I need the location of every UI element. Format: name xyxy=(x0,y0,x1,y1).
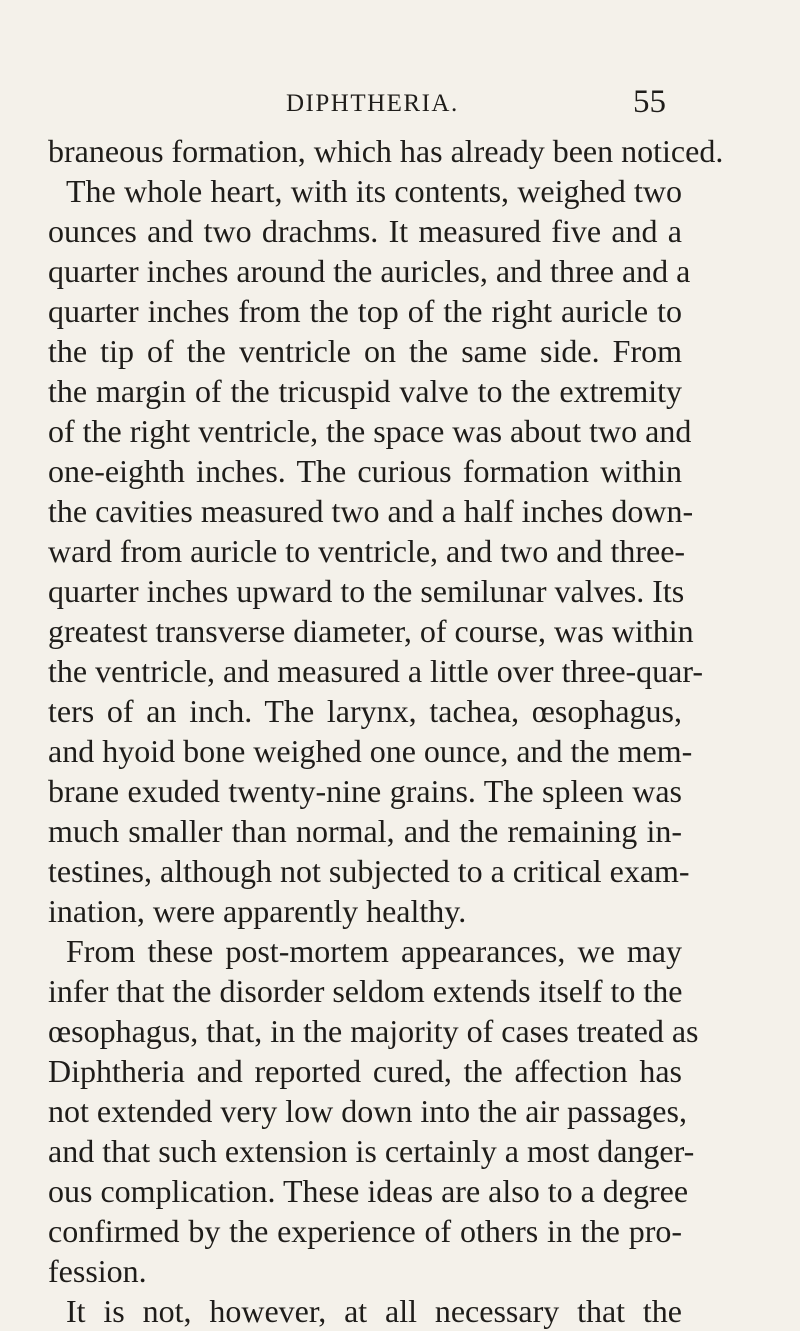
text-line: of the right ventricle, the space was about two and xyxy=(48,413,692,449)
text-line: greatest transverse diameter, of course, was within xyxy=(48,613,694,649)
text-line: brane exuded twenty-nine grains. The spleen was xyxy=(48,773,682,809)
text-line: the cavities measured two and a half inches down- xyxy=(48,493,694,529)
text-line: one-eighth inches. The curious formation within xyxy=(48,453,682,489)
text-line: fession. xyxy=(48,1253,147,1289)
text-line: From these post-mortem appearances, we may xyxy=(66,933,682,969)
text-line: quarter inches upward to the semilunar valves. Its xyxy=(48,573,685,609)
text-line: the tip of the ventricle on the same side. From xyxy=(48,333,682,369)
text-line: the ventricle, and measured a little over three-quar- xyxy=(48,653,704,689)
text-line: the margin of the tricuspid valve to the extremity xyxy=(48,373,682,409)
text-line: and hyoid bone weighed one ounce, and the mem- xyxy=(48,733,693,769)
running-head-title: DIPHTHERIA. xyxy=(286,90,459,117)
text-line: testines, although not subjected to a critical exam- xyxy=(48,853,690,889)
page-number: 55 xyxy=(633,84,666,120)
text-line: braneous formation, which has already been noticed. xyxy=(48,133,724,169)
text-line: ination, were apparently healthy. xyxy=(48,893,467,929)
text-line: quarter inches from the top of the right auricle to xyxy=(48,293,682,329)
text-line: infer that the disorder seldom extends itself to the xyxy=(48,973,683,1009)
text-line: It is not, however, at all necessary that the xyxy=(66,1293,682,1329)
text-line: confirmed by the experience of others in the pro- xyxy=(48,1213,682,1249)
text-line: quarter inches around the auricles, and three and a xyxy=(48,253,691,289)
text-line: not extended very low down into the air passages, xyxy=(48,1093,687,1129)
running-head xyxy=(0,84,800,124)
text-line: ward from auricle to ventricle, and two and three- xyxy=(48,533,686,569)
text-line: ters of an inch. The larynx, tachea, œsophagus, xyxy=(48,693,682,729)
text-line: The whole heart, with its contents, weighed two xyxy=(66,173,682,209)
text-line: ounces and two drachms. It measured five and a xyxy=(48,213,682,249)
text-line: much smaller than normal, and the remaining in- xyxy=(48,813,682,849)
text-line: ous complication. These ideas are also to a degree xyxy=(48,1173,689,1209)
text-line: and that such extension is certainly a most danger- xyxy=(48,1133,695,1169)
text-line: œsophagus, that, in the majority of cases treated as xyxy=(48,1013,699,1049)
text-line: Diphtheria and reported cured, the affection has xyxy=(48,1053,682,1089)
